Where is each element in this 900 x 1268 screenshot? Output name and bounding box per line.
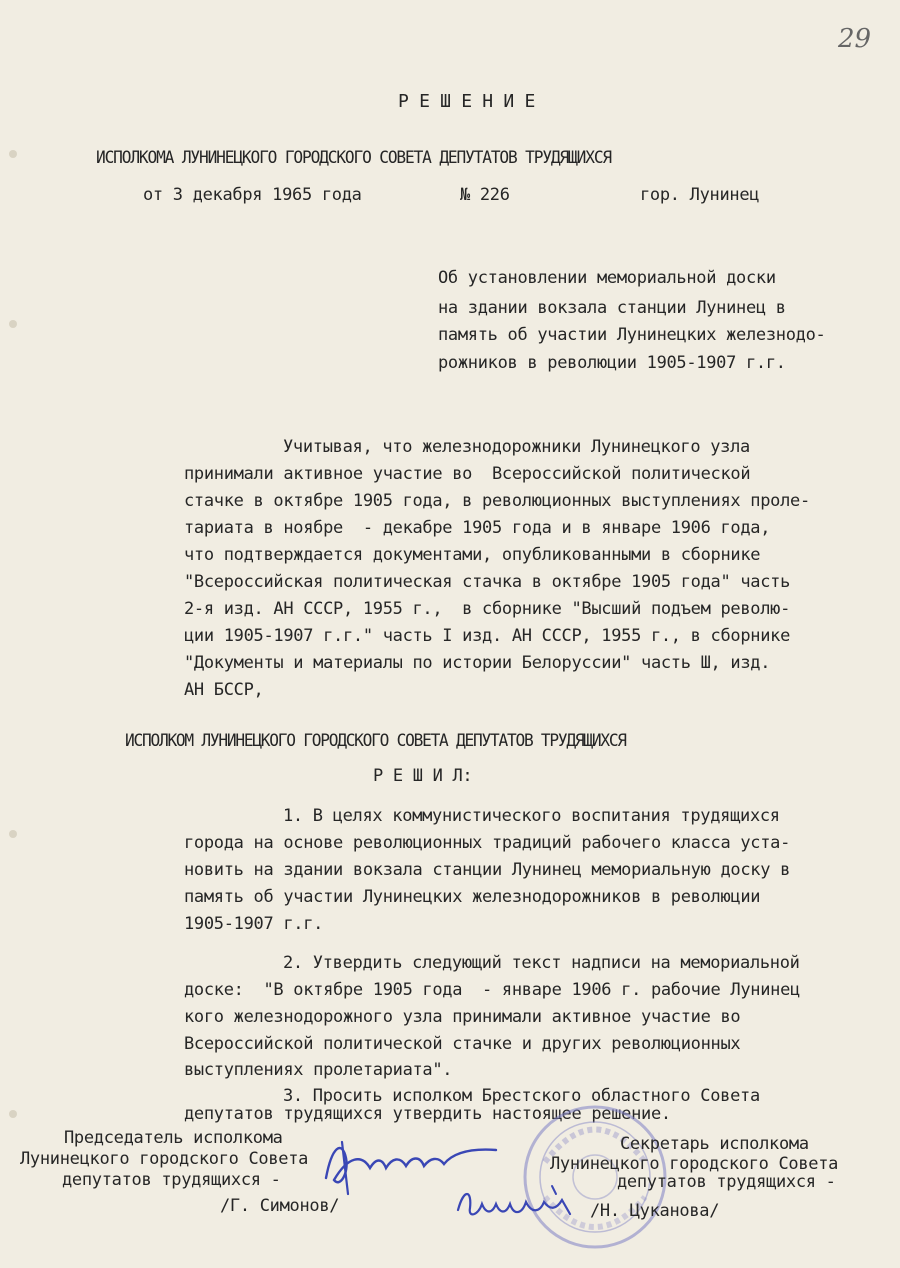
punch-hole <box>9 150 17 158</box>
subject-line: Об установлении мемориальной доски <box>438 268 776 288</box>
item-line: выступлениях пролетариата". <box>184 1060 453 1080</box>
subject-line: на здании вокзала станции Лунинец в <box>438 298 786 318</box>
item-line: 1. В целях коммунистического воспитания трудящихся <box>283 806 780 826</box>
item-line: города на основе революционных традиций рабочего класса уста- <box>184 833 791 853</box>
chairman-title-line: Председатель исполкома <box>64 1128 283 1148</box>
preamble-line: Учитывая, что железнодорожники Лунинецкого узла <box>283 437 750 457</box>
secretary-signature <box>452 1180 592 1225</box>
preamble-line: 2-я изд. АН СССР, 1955 г., в сборнике "Высший подъем револю- <box>184 599 791 619</box>
punch-hole <box>9 1110 17 1118</box>
item-line: память об участии Лунинецких железнодорожников в революции <box>184 887 761 907</box>
item-line: новить на здании вокзала станции Лунинец мемориальную доску в <box>184 860 791 880</box>
chairman-title-line: депутатов трудящихся - <box>62 1170 281 1190</box>
preamble-line: ции 1905-1907 г.г." часть I изд. АН СССР, 1955 г., в сборнике <box>184 626 791 646</box>
punch-hole <box>9 320 17 328</box>
document-title: Р Е Ш Е Н И Е <box>398 91 535 112</box>
item-line: кого железнодорожного узла принимали активное участие во <box>184 1007 741 1027</box>
item-line: депутатов трудящихся утвердить настоящее решение. <box>184 1104 671 1124</box>
item-line: 3. Просить исполком Брестского областного Совета <box>283 1086 760 1106</box>
secretary-title-line: Секретарь исполкома <box>620 1134 809 1154</box>
secretary-title-line: Лунинецкого городского Совета <box>550 1154 839 1174</box>
preamble-line: "Документы и материалы по истории Белоруссии" часть Ш, изд. <box>184 653 771 673</box>
subject-line: память об участии Лунинецких железнодо- <box>438 325 826 345</box>
chairman-title-line: Лунинецкого городского Совета <box>20 1149 309 1169</box>
subject-line: рожников в революции 1905-1907 г.г. <box>438 353 786 373</box>
item-line: доске: "В октябре 1905 года - январе 1906 г. рабочие Лунинец <box>184 980 800 1000</box>
document-place: гор. Лунинец <box>640 185 760 205</box>
item-line: 1905-1907 г.г. <box>184 914 324 934</box>
preamble-line: стачке в октябре 1905 года, в революционных выступлениях проле- <box>184 491 810 511</box>
preamble-line: тариата в ноябре - декабре 1905 года и в январе 1906 года, <box>184 518 771 538</box>
item-line: Всероссийской политической стачке и других революционных <box>184 1034 741 1054</box>
preamble-line: что подтверждается документами, опубликованными в сборнике <box>184 545 761 565</box>
page-number: 29 <box>838 24 872 54</box>
item-line: 2. Утвердить следующий текст надписи на мемориальной <box>283 953 800 973</box>
chairman-name: /Г. Симонов/ <box>220 1196 340 1216</box>
preamble-line: "Всероссийская политическая стачка в октябре 1905 года" часть <box>184 572 791 592</box>
punch-hole <box>9 830 17 838</box>
preamble-line: АН БССР, <box>184 680 264 700</box>
resolution-authority: ИСПОЛКОМ ЛУНИНЕЦКОГО ГОРОДСКОГО СОВЕТА ДЕПУТАТОВ ТРУДЯЩИХСЯ <box>125 731 626 751</box>
preamble-line: принимали активное участие во Всероссийской политической <box>184 464 751 484</box>
document-date: от 3 декабря 1965 года <box>143 185 362 205</box>
secretary-name: /Н. Цуканова/ <box>590 1201 720 1221</box>
secretary-title-line: депутатов трудящихся - <box>617 1172 836 1192</box>
document-number: № 226 <box>460 185 510 205</box>
issuing-authority: ИСПОЛКОМА ЛУНИНЕЦКОГО ГОРОДСКОГО СОВЕТА ДЕПУТАТОВ ТРУДЯЩИХСЯ <box>96 148 611 168</box>
resolution-decided: Р Е Ш И Л: <box>373 766 473 786</box>
